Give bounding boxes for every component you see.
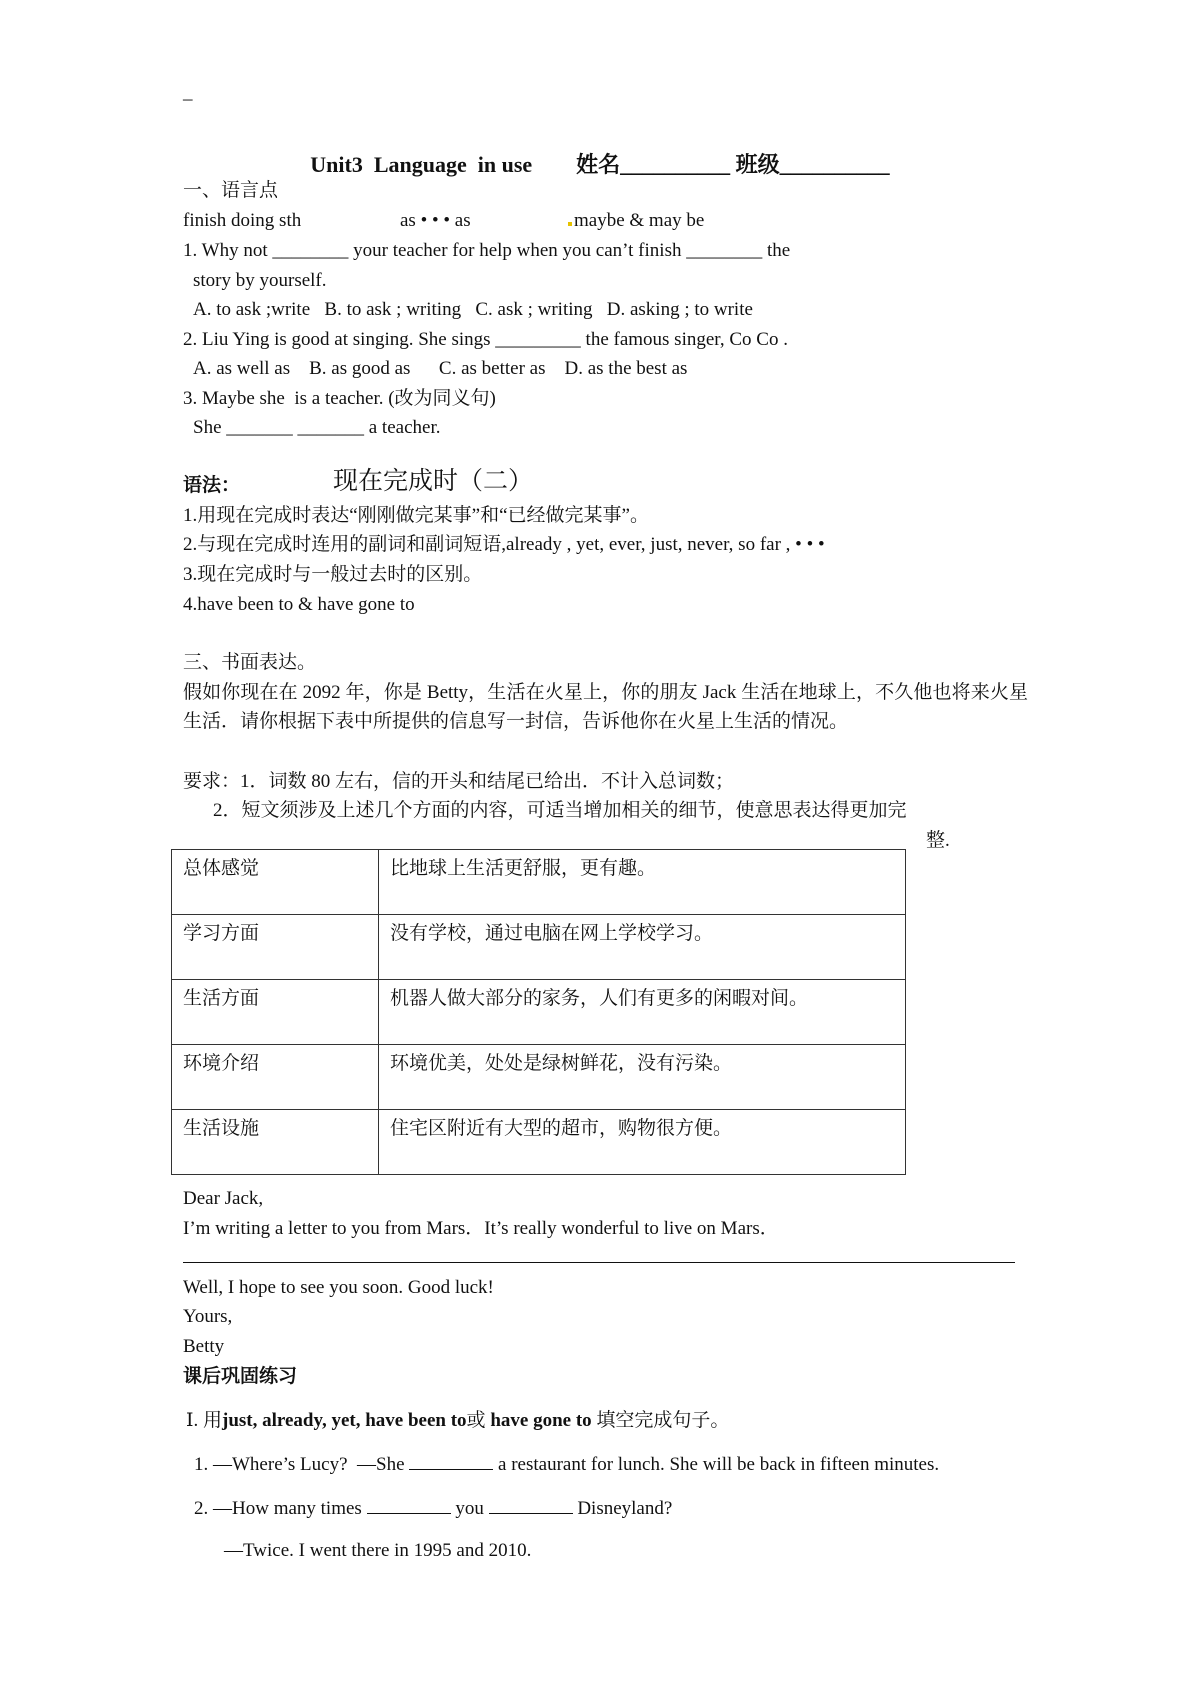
table-key: 生活方面: [172, 980, 379, 1045]
q2-line1: 2. Liu Ying is good at singing. She sings _________ the famous singer, Co Co .: [183, 329, 788, 350]
letter-signature: Betty: [183, 1336, 225, 1357]
writing-prompt: 假如你现在在 2092 年，你是 Betty，生活在火星上，你的朋友 Jack 生活在地球上，不久他也将来火星生活．请你根据下表中所提供的信息写一封信，告诉他你在火星上生活的情况。: [183, 682, 1028, 732]
language-point-3: [566, 208, 704, 234]
instruction-keywords: just, already, yet, have been to: [222, 1410, 467, 1431]
q3-line2: She _______ _______ a teacher.: [193, 417, 441, 438]
header-mark: _: [183, 82, 193, 103]
table-row: [172, 980, 906, 1045]
grammar-title: 现在完成时（二）: [333, 468, 534, 495]
practice-instruction: [186, 1408, 729, 1434]
writing-requirement-2-end: 整.: [926, 830, 950, 851]
section1-heading: 一、语言点: [183, 180, 279, 201]
table-key: 生活设施: [172, 1110, 379, 1175]
writing-answer-line: [183, 1262, 1015, 1263]
table-row: [172, 915, 906, 980]
q1-line2: story by yourself.: [193, 270, 327, 291]
q1-line1: 1. Why not ________ your teacher for help when you can’t finish ________ the: [183, 240, 791, 261]
grammar-label: 语法：: [183, 475, 241, 496]
q3-line1: 3. Maybe she is a teacher. (改为同义句): [183, 388, 496, 409]
language-point-3-text: maybe & may be: [574, 210, 705, 231]
instruction-keyword-last: have gone to: [490, 1410, 592, 1431]
answer-blank[interactable]: [489, 1495, 573, 1514]
table-key: 学习方面: [172, 915, 379, 980]
practice-q1-end: a restaurant for lunch. She will be back in fifteen minutes.: [493, 1454, 940, 1475]
writing-heading: 三、书面表达。: [183, 652, 317, 673]
table-row: [172, 1110, 906, 1175]
practice-q2: [194, 1495, 672, 1522]
practice-q2-start: 2. —How many times: [194, 1498, 367, 1519]
practice-q1: [194, 1451, 939, 1478]
info-table: [171, 849, 906, 1175]
instruction-prefix: Ⅰ. 用: [186, 1410, 223, 1431]
table-value: 环境优美，处处是绿树鲜花，没有污染。: [379, 1045, 906, 1110]
highlight-dot: [568, 222, 572, 226]
grammar-item-3: 3.现在完成时与一般过去时的区别。: [183, 564, 483, 585]
table-key: 环境介绍: [172, 1045, 379, 1110]
table-row: [172, 850, 906, 915]
letter-greeting: Dear Jack,: [183, 1188, 264, 1209]
table-value: 机器人做大部分的家务，人们有更多的闲暇对间。: [379, 980, 906, 1045]
grammar-item-2: 2.与现在完成时连用的副词和副词短语,already , yet, ever, just, never, so far , • • •: [183, 534, 825, 555]
language-point-1: finish doing sth: [183, 210, 302, 231]
table-value: 没有学校，通过电脑在网上学校学习。: [379, 915, 906, 980]
practice-q1-start: 1. —Where’s Lucy? —She: [194, 1454, 410, 1475]
answer-blank[interactable]: [367, 1495, 451, 1514]
writing-requirement-1: 要求：1．词数 80 左右，信的开头和结尾已给出．不计入总词数；: [183, 771, 735, 792]
letter-sign-off: Yours,: [183, 1306, 233, 1327]
grammar-item-1: 1.用现在完成时表达“刚刚做完某事”和“已经做完某事”。: [183, 505, 649, 526]
instruction-suffix: 填空完成句子。: [591, 1410, 730, 1431]
table-value: 住宅区附近有大型的超市，购物很方便。: [379, 1110, 906, 1175]
practice-q2-answer: —Twice. I went there in 1995 and 2010.: [224, 1540, 532, 1561]
practice-heading: 课后巩固练习: [183, 1366, 298, 1387]
grammar-item-4: 4.have been to & have gone to: [183, 594, 415, 615]
table-value: 比地球上生活更舒服，更有趣。: [379, 850, 906, 915]
answer-blank[interactable]: [409, 1451, 493, 1470]
letter-closing: Well, I hope to see you soon. Good luck!: [183, 1277, 494, 1298]
table-row: [172, 1045, 906, 1110]
language-point-2: as • • • as: [400, 210, 471, 231]
writing-requirement-2: 2．短文须涉及上述几个方面的内容，可适当增加相关的细节，使意思表达得更加完: [213, 800, 907, 821]
q2-options: A. as well as B. as good as C. as better as D. as the best as: [193, 358, 688, 379]
letter-opening: I’m writing a letter to you from Mars．It’s really wonderful to live on Mars．: [183, 1218, 779, 1239]
instruction-or: 或: [466, 1410, 491, 1431]
q1-options: A. to ask ;write B. to ask ; writing C. ask ; writing D. asking ; to write: [193, 299, 753, 320]
practice-q2-mid: you: [450, 1498, 489, 1519]
page-title: Unit3 Language in use 姓名__________ 班级__________: [310, 152, 890, 177]
table-key: 总体感觉: [172, 850, 379, 915]
practice-q2-end: Disneyland?: [572, 1498, 673, 1519]
